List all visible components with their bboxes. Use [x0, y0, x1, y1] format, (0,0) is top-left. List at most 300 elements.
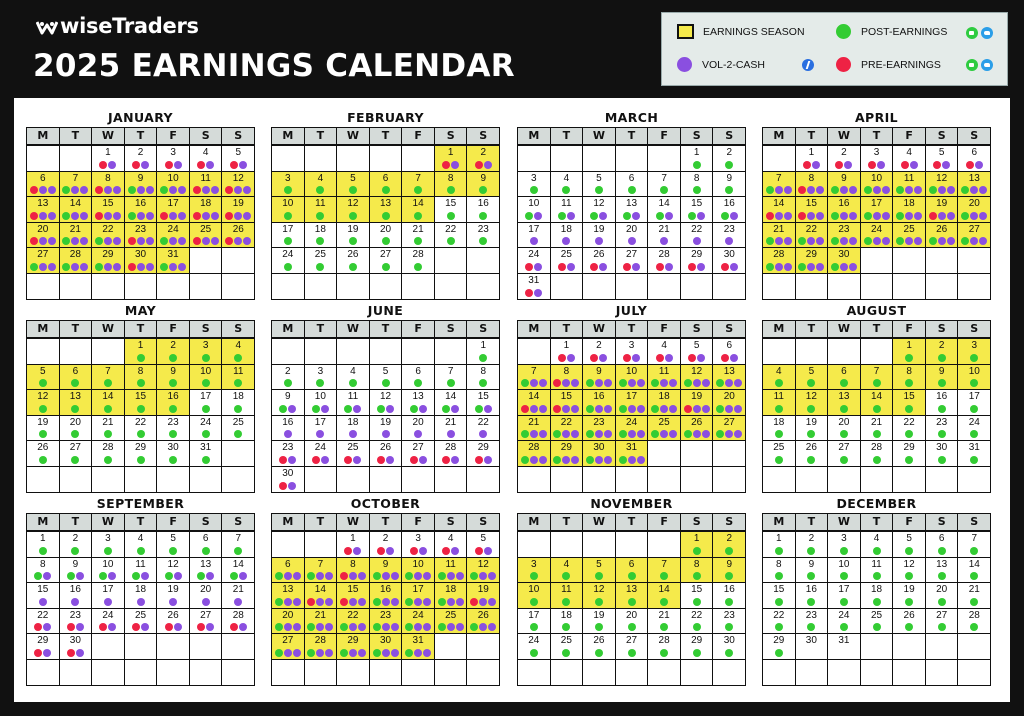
day-cell [434, 172, 467, 197]
day-cell [615, 609, 648, 634]
day-indicators [551, 405, 583, 413]
post-earnings-dot [39, 430, 47, 438]
vol-2-cash-dot [349, 649, 357, 657]
day-indicators [583, 237, 615, 245]
pre-earnings-dot [475, 161, 483, 169]
day-cell [892, 197, 925, 222]
day-number: 17 [412, 584, 424, 596]
post-earnings-dot [160, 186, 168, 194]
vol-2-cash-dot [693, 405, 701, 413]
pre-earnings-dot [340, 598, 348, 606]
day-number: 27 [723, 416, 735, 428]
day-indicators [583, 430, 615, 438]
day-cell [434, 365, 467, 390]
vol-2-cash-dot [382, 598, 390, 606]
vol-2-cash-dot [539, 379, 547, 387]
day-number: 31 [625, 442, 638, 454]
legend [661, 12, 1008, 86]
empty-cell [860, 274, 893, 299]
vol-2-cash-dot [632, 354, 640, 362]
day-number: 2 [137, 147, 144, 158]
empty-cell [434, 274, 467, 299]
day-cell [860, 558, 893, 583]
month-name: DECEMBER [836, 496, 917, 511]
month-grid [762, 320, 991, 493]
day-indicators [958, 547, 990, 555]
empty-cell [925, 467, 958, 492]
post-earnings-dot [586, 456, 594, 464]
day-indicators [402, 456, 434, 464]
week-row [518, 196, 745, 222]
day-number: 8 [137, 365, 144, 377]
vol-2-cash-dot [947, 212, 955, 220]
day-number: 9 [938, 365, 945, 377]
day-cell [466, 365, 499, 390]
day-number: 29 [691, 249, 703, 261]
vol-2-cash-swatch [677, 57, 692, 72]
vol-2-cash-dot [730, 263, 738, 271]
day-number: 17 [200, 391, 212, 403]
day-indicators [828, 572, 860, 580]
day-cell [550, 583, 583, 608]
empty-cell [27, 274, 59, 299]
day-number: 1 [447, 147, 454, 158]
owl-icon [36, 19, 58, 35]
day-indicators [60, 572, 92, 580]
day-indicators [681, 598, 713, 606]
post-earnings-dot [414, 212, 422, 220]
day-number: 10 [200, 365, 212, 377]
day-number: 28 [968, 609, 980, 621]
post-earnings-dot [725, 547, 733, 555]
post-earnings-dot [660, 572, 668, 580]
day-indicators [60, 186, 92, 194]
post-earnings-dot [766, 263, 774, 271]
day-number: 20 [412, 416, 424, 428]
day-indicators [190, 430, 222, 438]
weekday-label: S [466, 321, 499, 337]
day-cell [647, 634, 680, 659]
post-earnings-dot [405, 598, 413, 606]
weekday-label: F [647, 128, 680, 144]
day-number: 6 [415, 365, 421, 377]
day-cell [221, 416, 254, 441]
day-cell [795, 172, 828, 197]
week-row [763, 582, 990, 608]
day-number: 27 [200, 609, 212, 621]
day-indicators [518, 623, 550, 631]
post-earnings-dot [275, 623, 283, 631]
vol-2-cash-dot [479, 623, 487, 631]
empty-cell [550, 660, 583, 685]
day-indicators [370, 186, 402, 194]
day-indicators [648, 237, 680, 245]
day-cell [712, 248, 745, 273]
vol-2-cash-dot [840, 186, 848, 194]
day-number: 14 [232, 558, 244, 570]
day-number: 5 [938, 147, 945, 158]
day-number: 11 [773, 391, 784, 403]
day-cell [304, 609, 337, 634]
day-cell [518, 223, 550, 248]
vol-2-cash-dot [784, 186, 792, 194]
vol-2-cash-dot [414, 572, 422, 580]
post-earnings-dot [775, 405, 783, 413]
day-cell [27, 558, 59, 583]
day-cell [27, 390, 59, 415]
week-row [763, 440, 990, 466]
empty-cell [647, 274, 680, 299]
pre-earnings-dot [442, 547, 450, 555]
day-indicators [402, 430, 434, 438]
vol-2-cash-dot [178, 237, 186, 245]
day-indicators [828, 598, 860, 606]
day-indicators [370, 598, 402, 606]
day-cell [647, 558, 680, 583]
day-number: 4 [563, 558, 570, 570]
month-grid [517, 513, 746, 686]
pre-earnings-dot [553, 405, 561, 413]
day-cell [860, 390, 893, 415]
week-row [272, 145, 499, 171]
post-earnings-dot [660, 649, 668, 657]
vol-2-cash-dot [628, 379, 636, 387]
day-cell [401, 365, 434, 390]
post-earnings-dot [725, 598, 733, 606]
vol-2-cash-dot [873, 186, 881, 194]
post-earnings-dot [961, 237, 969, 245]
post-earnings-dot [202, 456, 210, 464]
day-indicators [893, 547, 925, 555]
empty-cell [518, 467, 550, 492]
day-number: 10 [968, 365, 980, 377]
post-earnings-dot [234, 379, 242, 387]
empty-cell [795, 467, 828, 492]
day-number: 4 [137, 533, 144, 544]
vol-2-cash-dot [391, 598, 399, 606]
empty-cell [647, 146, 680, 171]
day-indicators [518, 430, 550, 438]
day-indicators [337, 379, 369, 387]
day-cell [680, 197, 713, 222]
weekday-label: F [892, 514, 925, 530]
day-number: 23 [723, 223, 735, 235]
vol-2-cash-dot [234, 186, 242, 194]
day-indicators [272, 572, 304, 580]
month-grid [762, 513, 991, 686]
day-number: 3 [628, 340, 635, 351]
vol-2-cash-dot [169, 186, 177, 194]
pre-earnings-dot [230, 161, 238, 169]
day-indicators [222, 186, 254, 194]
day-number: 2 [72, 533, 79, 544]
day-indicators [518, 379, 550, 387]
day-number: 7 [971, 533, 978, 544]
day-cell [466, 339, 499, 364]
day-number: 26 [477, 609, 489, 621]
day-indicators [926, 405, 958, 413]
pre-earnings-dot [279, 482, 287, 490]
day-cell [582, 609, 615, 634]
day-number: 9 [72, 558, 79, 570]
day-number: 15 [903, 391, 915, 403]
vol-2-cash-dot [447, 572, 455, 580]
day-cell [272, 197, 304, 222]
post-earnings-dot [807, 379, 815, 387]
day-number: 24 [528, 249, 540, 261]
weekday-label: F [156, 514, 189, 530]
post-earnings-dot [693, 161, 701, 169]
post-earnings-dot [840, 379, 848, 387]
vol-2-cash-dot [456, 598, 464, 606]
day-indicators [27, 649, 59, 657]
post-earnings-dot [438, 623, 446, 631]
day-number: 17 [625, 391, 638, 403]
empty-cell [304, 467, 337, 492]
day-indicators [796, 161, 828, 169]
day-number: 19 [347, 223, 359, 235]
day-cell [466, 416, 499, 441]
vol-2-cash-dot [104, 212, 112, 220]
day-cell [763, 583, 795, 608]
vol-2-cash-dot [702, 405, 710, 413]
day-number: 14 [69, 198, 81, 210]
post-earnings-dot [71, 405, 79, 413]
day-cell [680, 172, 713, 197]
day-number: 28 [773, 249, 785, 261]
day-indicators [713, 186, 745, 194]
pre-earnings-dot [410, 456, 418, 464]
day-cell [91, 365, 124, 390]
day-cell [518, 274, 550, 299]
day-number: 26 [379, 442, 392, 454]
weekday-label: F [647, 321, 680, 337]
week-row [272, 531, 499, 557]
vol-2-cash-dot [942, 161, 950, 169]
post-earnings-dot [840, 572, 848, 580]
day-cell [59, 223, 92, 248]
day-indicators [763, 379, 795, 387]
day-number: 26 [347, 249, 359, 261]
vol-2-cash-dot [137, 263, 145, 271]
day-number: 6 [382, 172, 389, 184]
weekday-label: S [221, 128, 254, 144]
day-cell [550, 390, 583, 415]
empty-cell [156, 660, 189, 685]
day-indicators [713, 430, 745, 438]
vol-2-cash-dot [447, 598, 455, 606]
week-row [27, 222, 254, 248]
vol-2-cash-dot [293, 572, 301, 580]
day-indicators [125, 547, 157, 555]
day-number: 25 [773, 442, 785, 454]
day-indicators [958, 161, 990, 169]
vol-2-cash-dot [325, 649, 333, 657]
day-number: 27 [838, 442, 850, 454]
post-earnings-dot [619, 456, 627, 464]
day-number: 30 [69, 635, 81, 647]
day-number: 12 [232, 172, 244, 184]
weekday-label: W [582, 514, 615, 530]
post-earnings-dot [831, 263, 839, 271]
day-indicators [763, 649, 795, 657]
day-cell [712, 558, 745, 583]
day-number: 6 [285, 558, 291, 570]
vol-2-cash-dot [146, 263, 154, 271]
day-cell [304, 365, 337, 390]
empty-cell [434, 467, 467, 492]
vol-2-cash-dot [595, 379, 603, 387]
day-indicators [648, 354, 680, 362]
post-earnings-dot [929, 237, 937, 245]
day-cell [550, 172, 583, 197]
vol-2-cash-dot [284, 598, 292, 606]
day-cell [91, 248, 124, 273]
week-row [27, 608, 254, 634]
post-earnings-dot [970, 379, 978, 387]
vol-2-cash-dot [816, 212, 824, 220]
weekday-label: M [773, 129, 785, 142]
post-earnings-dot [30, 263, 38, 271]
post-earnings-dot [382, 212, 390, 220]
day-cell [221, 197, 254, 222]
empty-cell [189, 634, 222, 659]
day-indicators [713, 263, 745, 271]
day-indicators [272, 598, 304, 606]
pre-earnings-dot [803, 161, 811, 169]
day-cell [124, 172, 157, 197]
day-indicators [958, 354, 990, 362]
day-number: 22 [805, 223, 817, 235]
pre-earnings-dot [470, 598, 478, 606]
day-indicators [893, 456, 925, 464]
post-earnings-dot [595, 572, 603, 580]
post-earnings-dot [373, 623, 381, 631]
week-row [27, 557, 254, 583]
vol-2-cash-dot [562, 405, 570, 413]
day-cell [680, 532, 713, 557]
day-indicators [190, 354, 222, 362]
pre-earnings-dot [193, 237, 201, 245]
weekday-label: M [37, 129, 49, 142]
weekday-label: M [528, 322, 540, 335]
day-indicators [616, 212, 648, 220]
day-indicators [616, 430, 648, 438]
empty-cell [518, 339, 550, 364]
empty-cell [518, 660, 550, 685]
vol-2-cash-dot [414, 598, 422, 606]
post-earnings-dot [104, 405, 112, 413]
day-number: 8 [480, 365, 487, 377]
day-cell [189, 390, 222, 415]
day-cell [369, 390, 402, 415]
day-cell [647, 365, 680, 390]
day-cell [434, 609, 467, 634]
day-cell [189, 223, 222, 248]
post-earnings-dot [39, 456, 47, 464]
day-cell [401, 390, 434, 415]
vol-2-cash-dot [137, 212, 145, 220]
day-number: 18 [445, 584, 457, 596]
day-cell [59, 532, 92, 557]
day-number: 11 [135, 558, 146, 570]
day-cell [925, 416, 958, 441]
empty-cell [957, 467, 990, 492]
weekday-label: S [957, 514, 990, 530]
day-number: 28 [69, 249, 81, 261]
day-number: 17 [167, 198, 179, 210]
post-earnings-dot [62, 186, 70, 194]
day-cell [647, 223, 680, 248]
post-earnings-dot [693, 649, 701, 657]
day-indicators [551, 456, 583, 464]
day-indicators [958, 212, 990, 220]
day-indicators [27, 405, 59, 413]
post-earnings-dot [349, 379, 357, 387]
lightning-icon [802, 59, 814, 71]
day-cell [763, 416, 795, 441]
day-number: 1 [693, 147, 700, 158]
day-indicators [222, 354, 254, 362]
day-indicators [681, 623, 713, 631]
day-number: 11 [315, 198, 326, 210]
weekday-label: T [304, 128, 337, 144]
day-number: 25 [200, 223, 212, 235]
day-cell [189, 416, 222, 441]
vol-2-cash-dot [321, 405, 329, 413]
week-row [763, 466, 990, 492]
month-june [271, 301, 500, 493]
day-cell [59, 365, 92, 390]
empty-cell [647, 532, 680, 557]
weekday-label: S [712, 514, 745, 530]
empty-cell [680, 660, 713, 685]
day-cell [518, 248, 550, 273]
day-number: 22 [347, 609, 359, 621]
vol-2-cash-dot [243, 237, 251, 245]
vol-2-cash-dot [484, 547, 492, 555]
pre-earnings-dot [410, 547, 418, 555]
day-indicators [926, 430, 958, 438]
vol-2-cash-dot [599, 263, 607, 271]
day-number: 29 [347, 635, 359, 647]
day-indicators [648, 623, 680, 631]
day-number: 1 [693, 533, 700, 544]
day-cell [550, 634, 583, 659]
vol-2-cash-dot [423, 598, 431, 606]
day-cell [518, 558, 550, 583]
vol-2-cash-dot [325, 572, 333, 580]
day-cell [189, 609, 222, 634]
day-cell [272, 172, 304, 197]
post-earnings-dot [693, 598, 701, 606]
week-row [763, 389, 990, 415]
week-row [272, 633, 499, 659]
weekday-label: S [466, 514, 499, 530]
vol-2-cash-dot [669, 379, 677, 387]
post-earnings-dot [775, 379, 783, 387]
day-indicators [518, 405, 550, 413]
post-earnings-dot [284, 212, 292, 220]
post-earnings-dot [929, 186, 937, 194]
day-indicators [551, 623, 583, 631]
post-earnings-dot [590, 212, 598, 220]
day-number: 5 [350, 172, 356, 184]
week-row [518, 633, 745, 659]
day-number: 12 [593, 198, 605, 210]
empty-cell [550, 532, 583, 557]
day-number: 23 [805, 609, 817, 621]
